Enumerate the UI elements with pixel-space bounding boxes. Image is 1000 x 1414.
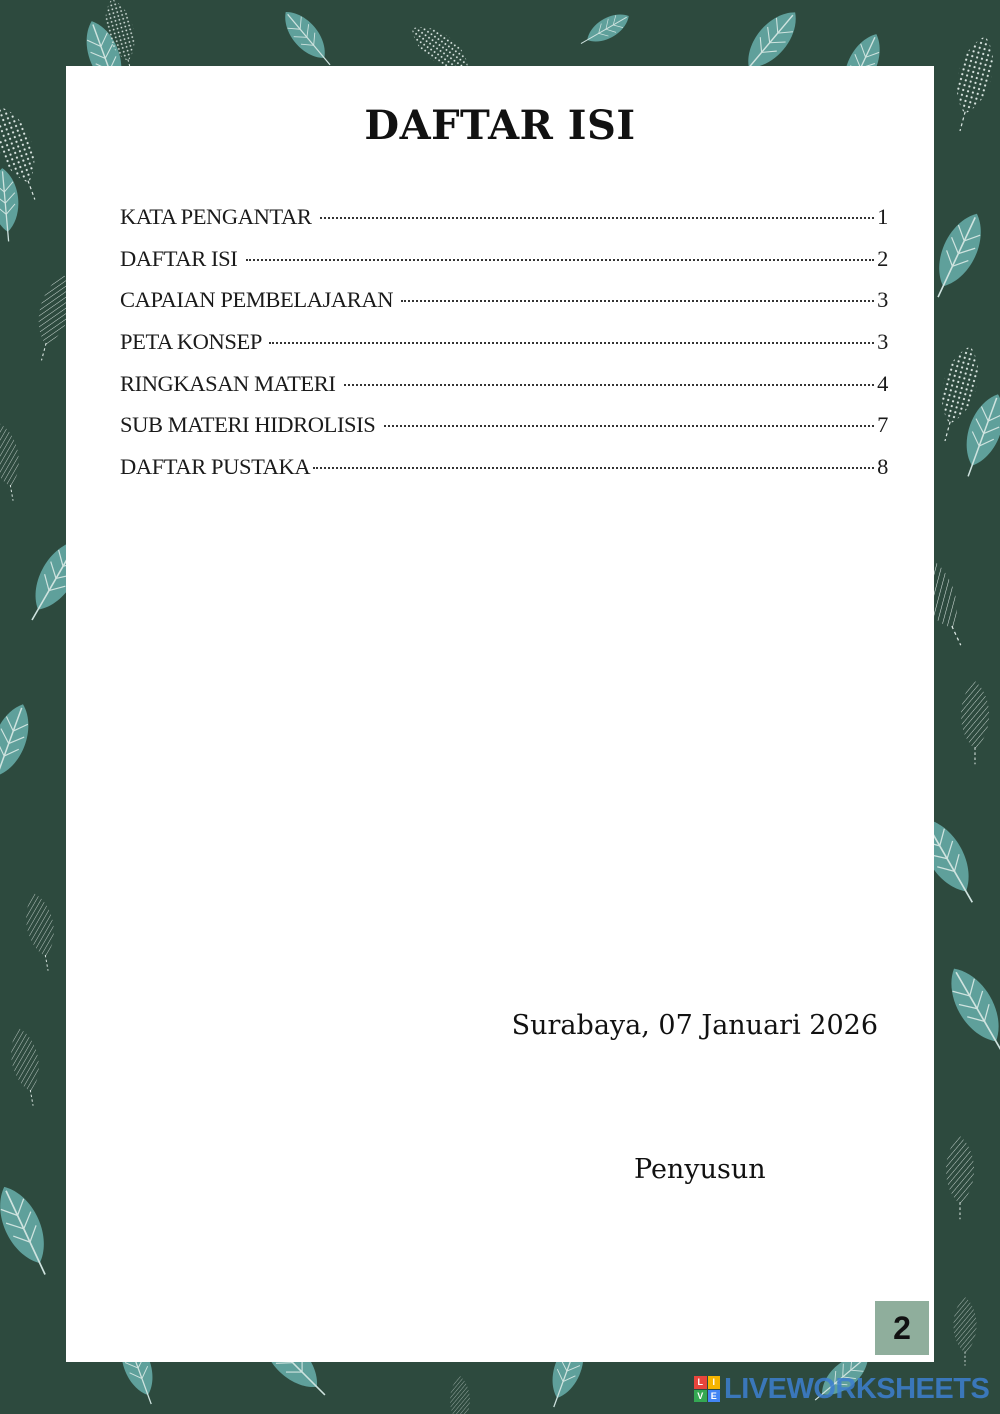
toc-page-number: 1 (877, 204, 888, 229)
toc-row (120, 329, 888, 371)
document-page (66, 66, 934, 1362)
toc-leader-dots (269, 342, 874, 344)
toc-leader-dots (384, 425, 875, 427)
logo-letter: I (708, 1376, 721, 1389)
page-title: DAFTAR ISI (364, 102, 636, 149)
toc-row (120, 371, 888, 413)
toc-leader-dots (320, 217, 874, 219)
toc-page-number: 4 (877, 370, 888, 396)
toc-label: CAPAIAN PEMBELAJARAN (120, 287, 399, 313)
toc-row (120, 246, 888, 288)
liveworksheets-watermark (694, 1374, 989, 1404)
place-and-date: Surabaya, 07 Januari 2026 (511, 1010, 878, 1041)
toc-page-number: 7 (877, 412, 888, 438)
page-number-badge: 2 (875, 1301, 929, 1355)
logo-letter: V (694, 1390, 707, 1403)
toc-leader-dots (344, 384, 874, 386)
toc-label: SUB MATERI HIDROLISIS (120, 412, 381, 438)
signer-label: Penyusun (634, 1154, 766, 1185)
toc-label: PETA KONSEP (120, 329, 267, 355)
toc-leader-dots (313, 467, 874, 469)
toc-label: RINGKASAN MATERI (120, 370, 341, 396)
toc-row (120, 287, 888, 329)
logo-letter: E (708, 1390, 721, 1403)
table-of-contents (120, 204, 888, 496)
toc-label: DAFTAR ISI (120, 245, 243, 271)
toc-row (120, 454, 888, 496)
toc-page-number: 3 (877, 329, 888, 355)
toc-label: DAFTAR PUSTAKA (120, 454, 311, 480)
toc-leader-dots (246, 259, 875, 261)
toc-page-number: 8 (877, 454, 888, 480)
watermark-text: LIVEWORKSHEETS (724, 1372, 990, 1405)
toc-label: KATA PENGANTAR (120, 204, 317, 229)
toc-leader-dots (401, 300, 874, 302)
liveworksheets-logo-icon (694, 1376, 720, 1402)
toc-row (120, 204, 888, 246)
logo-letter: L (694, 1376, 707, 1389)
toc-page-number: 3 (877, 287, 888, 313)
toc-page-number: 2 (877, 245, 888, 271)
toc-row (120, 412, 888, 454)
